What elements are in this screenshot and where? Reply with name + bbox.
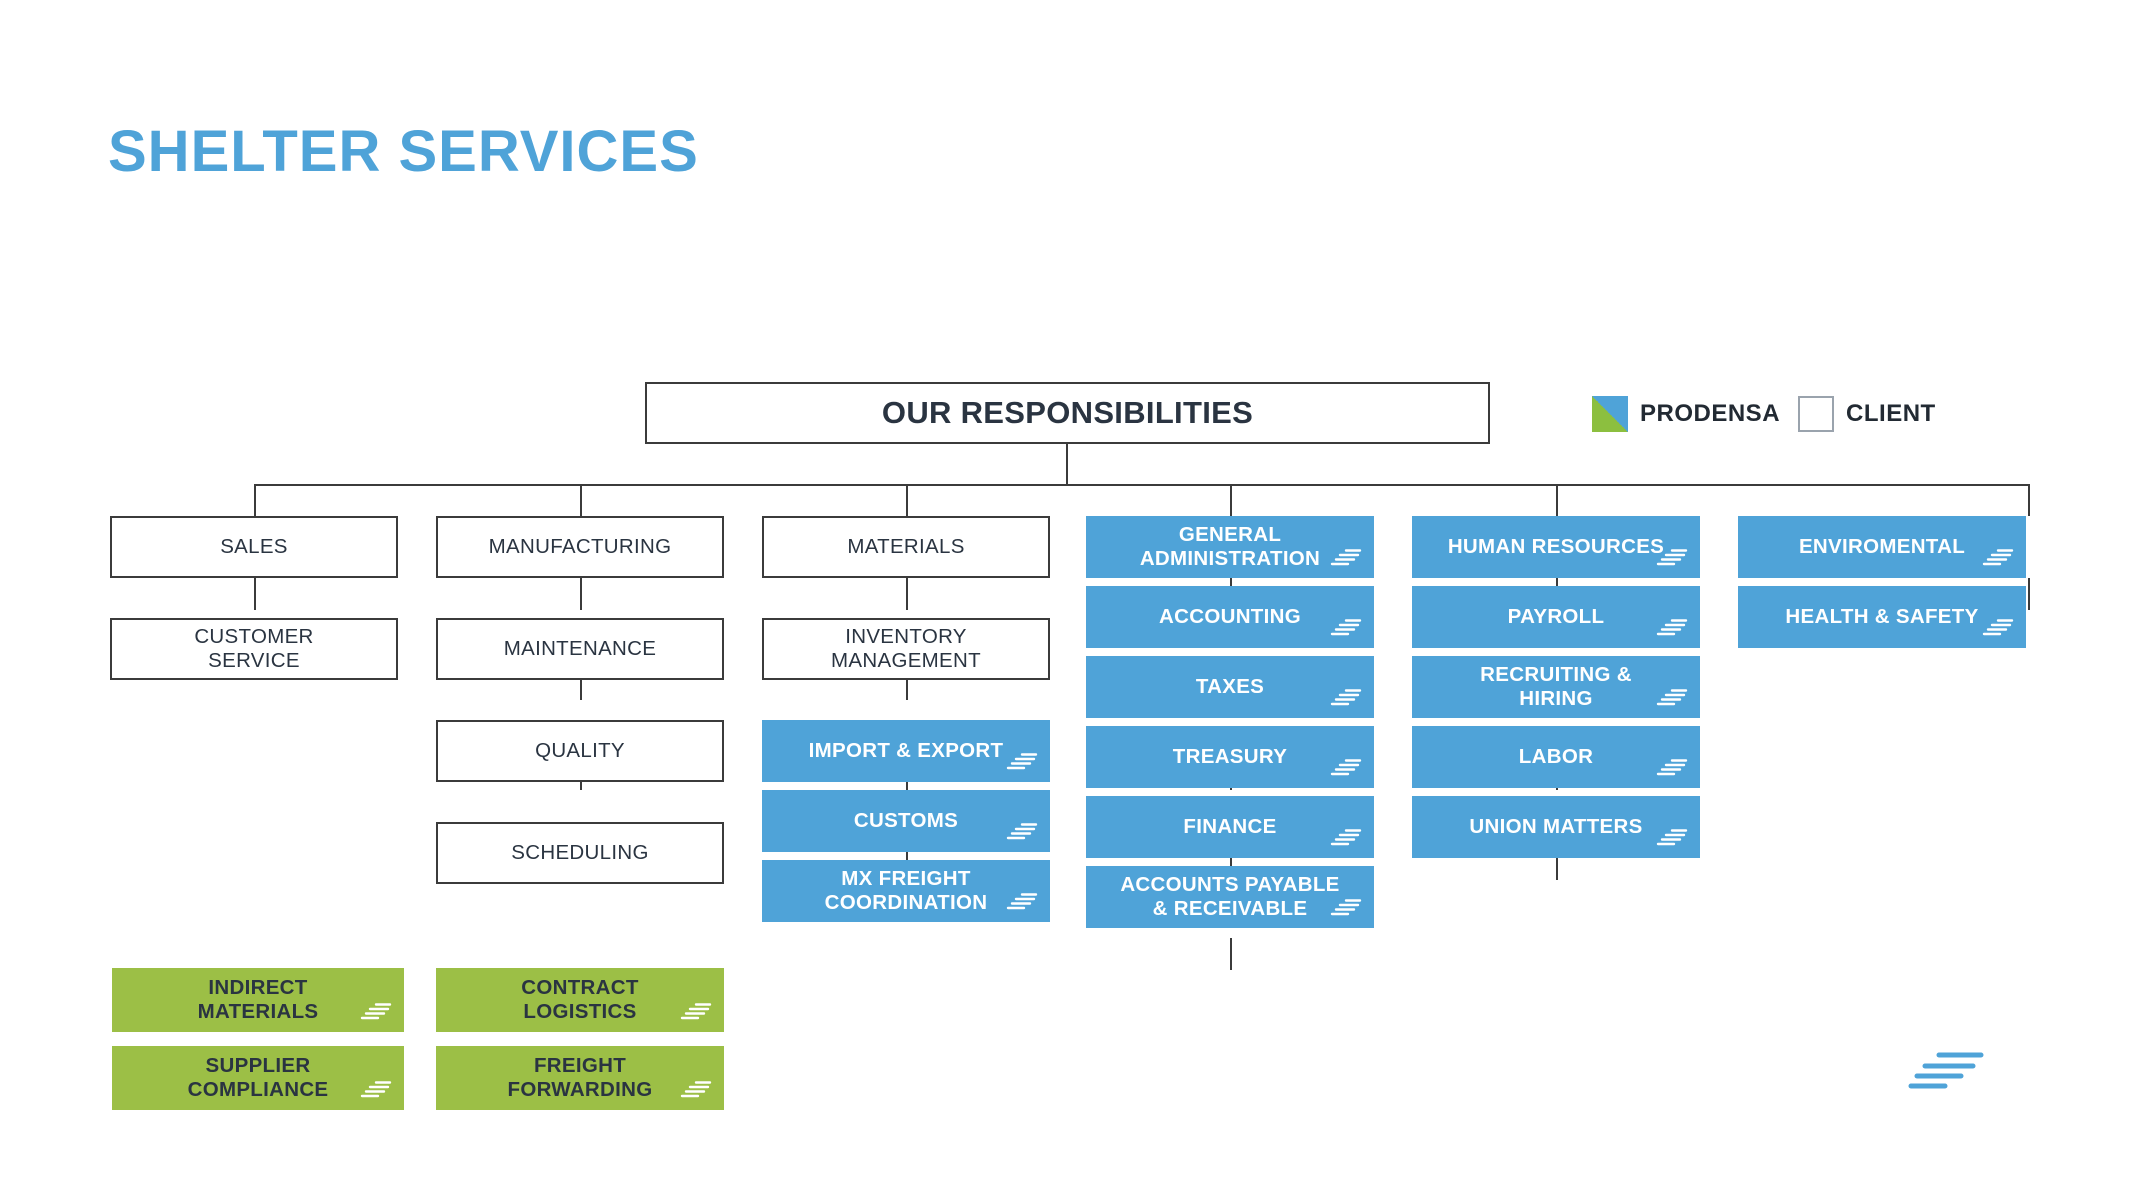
stripes-icon bbox=[1004, 822, 1038, 842]
node-label: ENVIROMENTAL bbox=[1798, 534, 1966, 558]
node-label: INDIRECT MATERIALS bbox=[197, 975, 319, 1023]
node-label: MATERIALS bbox=[847, 534, 965, 558]
connector-env-to-health bbox=[2028, 578, 2030, 610]
node-label: MANUFACTURING bbox=[488, 534, 672, 558]
stripes-icon bbox=[1654, 758, 1688, 778]
node-label: SCHEDULING bbox=[511, 840, 649, 864]
node-label: ACCOUNTING bbox=[1159, 604, 1301, 628]
stripes-icon bbox=[1004, 752, 1038, 772]
stripes-icon bbox=[1654, 618, 1688, 638]
node-general-administration[interactable] bbox=[1086, 516, 1374, 578]
connector-horizontal-bus bbox=[254, 484, 2030, 486]
connector-drop-manufacturing bbox=[580, 484, 582, 516]
node-maintenance[interactable] bbox=[436, 618, 724, 680]
node-scheduling[interactable] bbox=[436, 822, 724, 884]
node-label: HUMAN RESOURCES bbox=[1447, 534, 1665, 558]
stripes-icon bbox=[1004, 892, 1038, 912]
column-general-administration bbox=[1086, 516, 1374, 936]
node-manufacturing[interactable] bbox=[436, 516, 724, 578]
node-human-resources[interactable] bbox=[1412, 516, 1700, 578]
node-label: CONTRACT LOGISTICS bbox=[521, 975, 639, 1023]
prodensa-swatch-icon bbox=[1592, 396, 1628, 432]
connector-drop-enviromental bbox=[2028, 484, 2030, 516]
legend-label-prodensa: PRODENSA bbox=[1640, 400, 1781, 427]
node-labor[interactable] bbox=[1412, 726, 1700, 788]
node-contract-logistics[interactable] bbox=[436, 968, 724, 1032]
stripes-icon bbox=[1328, 898, 1362, 918]
node-treasury[interactable] bbox=[1086, 726, 1374, 788]
legend bbox=[1592, 396, 1936, 432]
column-materials bbox=[762, 516, 1050, 930]
node-payroll[interactable] bbox=[1412, 586, 1700, 648]
node-label: HEALTH & SAFETY bbox=[1785, 604, 1979, 628]
legend-label-client: CLIENT bbox=[1846, 400, 1936, 427]
node-label: RECRUITING & HIRING bbox=[1480, 662, 1632, 710]
node-inventory-management[interactable] bbox=[762, 618, 1050, 680]
stripes-icon bbox=[1328, 548, 1362, 568]
node-label: TREASURY bbox=[1172, 744, 1288, 768]
stripes-icon bbox=[1654, 688, 1688, 708]
node-enviromental[interactable] bbox=[1738, 516, 2026, 578]
stripes-icon bbox=[1654, 548, 1688, 568]
node-mx-freight-coordination[interactable] bbox=[762, 860, 1050, 922]
stripes-icon bbox=[358, 1080, 392, 1100]
node-customs[interactable] bbox=[762, 790, 1050, 852]
node-label: UNION MATTERS bbox=[1469, 814, 1643, 838]
node-label: INVENTORY MANAGEMENT bbox=[831, 624, 981, 672]
node-label: LABOR bbox=[1518, 744, 1594, 768]
node-union-matters[interactable] bbox=[1412, 796, 1700, 858]
node-indirect-materials[interactable] bbox=[112, 968, 404, 1032]
node-health-safety[interactable] bbox=[1738, 586, 2026, 648]
node-materials[interactable] bbox=[762, 516, 1050, 578]
client-swatch-icon bbox=[1798, 396, 1834, 432]
stripes-icon bbox=[678, 1002, 712, 1022]
node-accounts-payable-receivable[interactable] bbox=[1086, 866, 1374, 928]
node-accounting[interactable] bbox=[1086, 586, 1374, 648]
legend-item-prodensa bbox=[1592, 396, 1780, 432]
node-quality[interactable] bbox=[436, 720, 724, 782]
column-enviromental bbox=[1738, 516, 2026, 656]
column-sales bbox=[110, 516, 398, 688]
node-label: MAINTENANCE bbox=[503, 636, 657, 660]
root-node-our-responsibilities bbox=[645, 382, 1490, 444]
node-label: CUSTOMER SERVICE bbox=[194, 624, 314, 672]
node-label: TAXES bbox=[1195, 674, 1265, 698]
connector-drop-materials bbox=[906, 484, 908, 516]
stripes-icon bbox=[1328, 828, 1362, 848]
node-import-export[interactable] bbox=[762, 720, 1050, 782]
group-logistics bbox=[436, 968, 724, 1124]
column-manufacturing bbox=[436, 516, 724, 892]
node-label: GENERAL ADMINISTRATION bbox=[1139, 522, 1321, 570]
node-label: QUALITY bbox=[535, 738, 625, 762]
stripes-icon bbox=[358, 1002, 392, 1022]
stripes-icon bbox=[1328, 758, 1362, 778]
node-supplier-compliance[interactable] bbox=[112, 1046, 404, 1110]
connector-finance-to-accounts bbox=[1230, 938, 1232, 970]
stripes-icon bbox=[1328, 618, 1362, 638]
stripes-icon bbox=[1980, 548, 2014, 568]
node-label: CUSTOMS bbox=[853, 808, 959, 832]
node-freight-forwarding[interactable] bbox=[436, 1046, 724, 1110]
connector-drop-general-administration bbox=[1230, 484, 1232, 516]
node-label: PAYROLL bbox=[1507, 604, 1605, 628]
legend-item-client bbox=[1798, 396, 1936, 432]
column-human-resources bbox=[1412, 516, 1700, 866]
node-customer-service[interactable] bbox=[110, 618, 398, 680]
connector-drop-sales bbox=[254, 484, 256, 516]
node-label: FREIGHT FORWARDING bbox=[507, 1053, 653, 1101]
node-taxes[interactable] bbox=[1086, 656, 1374, 718]
stripes-icon bbox=[1654, 828, 1688, 848]
page-title: SHELTER SERVICES bbox=[108, 119, 699, 184]
stripes-icon bbox=[678, 1080, 712, 1100]
node-label: SUPPLIER COMPLIANCE bbox=[187, 1053, 329, 1101]
stripes-icon bbox=[1328, 688, 1362, 708]
stripes-icon bbox=[1980, 618, 2014, 638]
connector-drop-human-resources bbox=[1556, 484, 1558, 516]
node-label: MX FREIGHT COORDINATION bbox=[824, 866, 988, 914]
brand-stripes-icon bbox=[1905, 1046, 1985, 1094]
group-materials-support bbox=[112, 968, 404, 1124]
node-finance[interactable] bbox=[1086, 796, 1374, 858]
root-node-label: OUR RESPONSIBILITIES bbox=[881, 395, 1254, 430]
node-label: FINANCE bbox=[1183, 814, 1277, 838]
connector-root-stem bbox=[1066, 444, 1068, 484]
node-recruiting-hiring[interactable] bbox=[1412, 656, 1700, 718]
node-sales[interactable] bbox=[110, 516, 398, 578]
node-label: SALES bbox=[220, 534, 288, 558]
node-label: ACCOUNTS PAYABLE & RECEIVABLE bbox=[1120, 872, 1340, 920]
node-label: IMPORT & EXPORT bbox=[808, 738, 1004, 762]
